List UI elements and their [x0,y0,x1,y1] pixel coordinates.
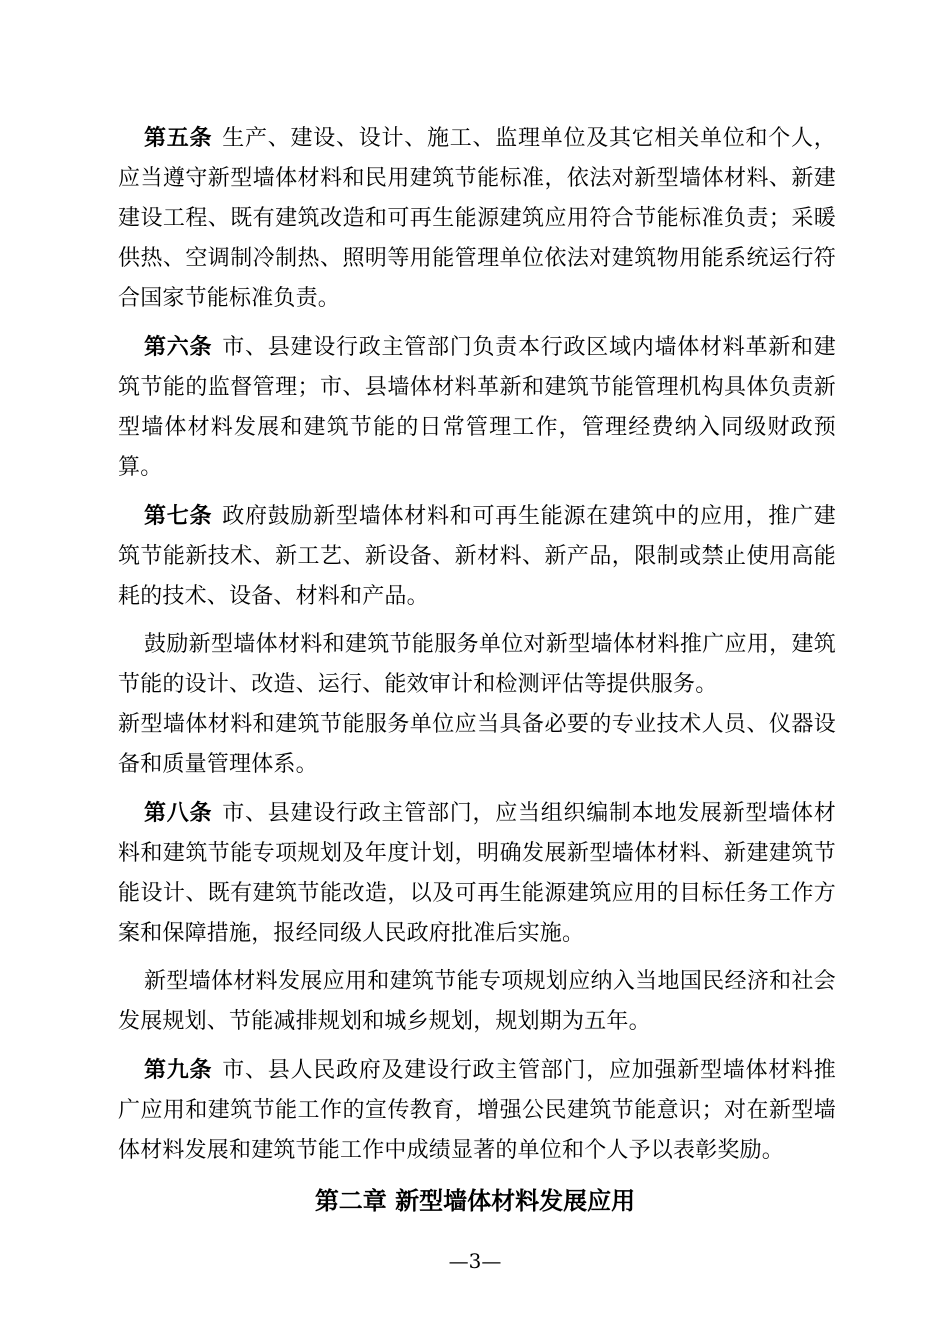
article-5 [118,118,836,319]
article-7 [118,496,836,617]
article-5-text: 生产、建设、设计、施工、监理单位及其它相关单位和个人，应当遵守新型墙体材料和民用建筑节能标准，依法对新型墙体材料、新建建设工程、既有建筑改造和可再生能源建筑应用符合节能标准负责；采暖供热、空调制冷制热、照明等用能管理单位依法对建筑物用能系统运行符合国家节能标准负责。 [118,126,836,311]
article-7-number: 第七条 [144,503,213,529]
article-6 [118,327,836,488]
article-6-text: 市、县建设行政主管部门负责本行政区域内墙体材料革新和建筑节能的监督管理；市、县墙体材料革新和建筑节能管理机构具体负责新型墙体材料发展和建筑节能的日常管理工作，管理经费纳入同级财政预算。 [118,335,836,480]
article-9 [118,1050,836,1171]
article-7-text: 政府鼓励新型墙体材料和可再生能源在建筑中的应用，推广建筑节能新技术、新工艺、新设备、新材料、新产品，限制或禁止使用高能耗的技术、设备、材料和产品。 [118,504,836,609]
article-7-paragraph-2: 鼓励新型墙体材料和建筑节能服务单位对新型墙体材料推广应用，建筑节能的设计、改造、运行、能效审计和检测评估等提供服务。 [118,632,836,697]
article-9-number: 第九条 [144,1057,213,1083]
article-7-paragraph-3: 新型墙体材料和建筑节能服务单位应当具备必要的专业技术人员、仪器设备和质量管理体系。 [118,712,836,777]
page-number: —3— [448,1249,502,1273]
body-text [118,118,836,1179]
article-5-number: 第五条 [144,125,213,151]
article-8 [118,793,836,954]
article-8-text: 市、县建设行政主管部门，应当组织编制本地发展新型墙体材料和建筑节能专项规划及年度计划，明确发展新型墙体材料、新建建筑节能设计、既有建筑节能改造，以及可再生能源建筑应用的目标任务工作方案和保障措施，报经同级人民政府批准后实施。 [118,801,836,946]
article-6-number: 第六条 [144,334,213,360]
chapter-title: 第二章 新型墙体材料发展应用 [314,1187,636,1215]
article-8-number: 第八条 [144,800,213,826]
article-8-paragraph-2: 新型墙体材料发展应用和建筑节能专项规划应纳入当地国民经济和社会发展规划、节能减排规划和城乡规划，规划期为五年。 [118,969,836,1034]
article-9-text: 市、县人民政府及建设行政主管部门，应加强新型墙体材料推广应用和建筑节能工作的宣传教育，增强公民建筑节能意识；对在新型墙体材料发展和建筑节能工作中成绩显著的单位和个人予以表彰奖励。 [118,1058,836,1163]
